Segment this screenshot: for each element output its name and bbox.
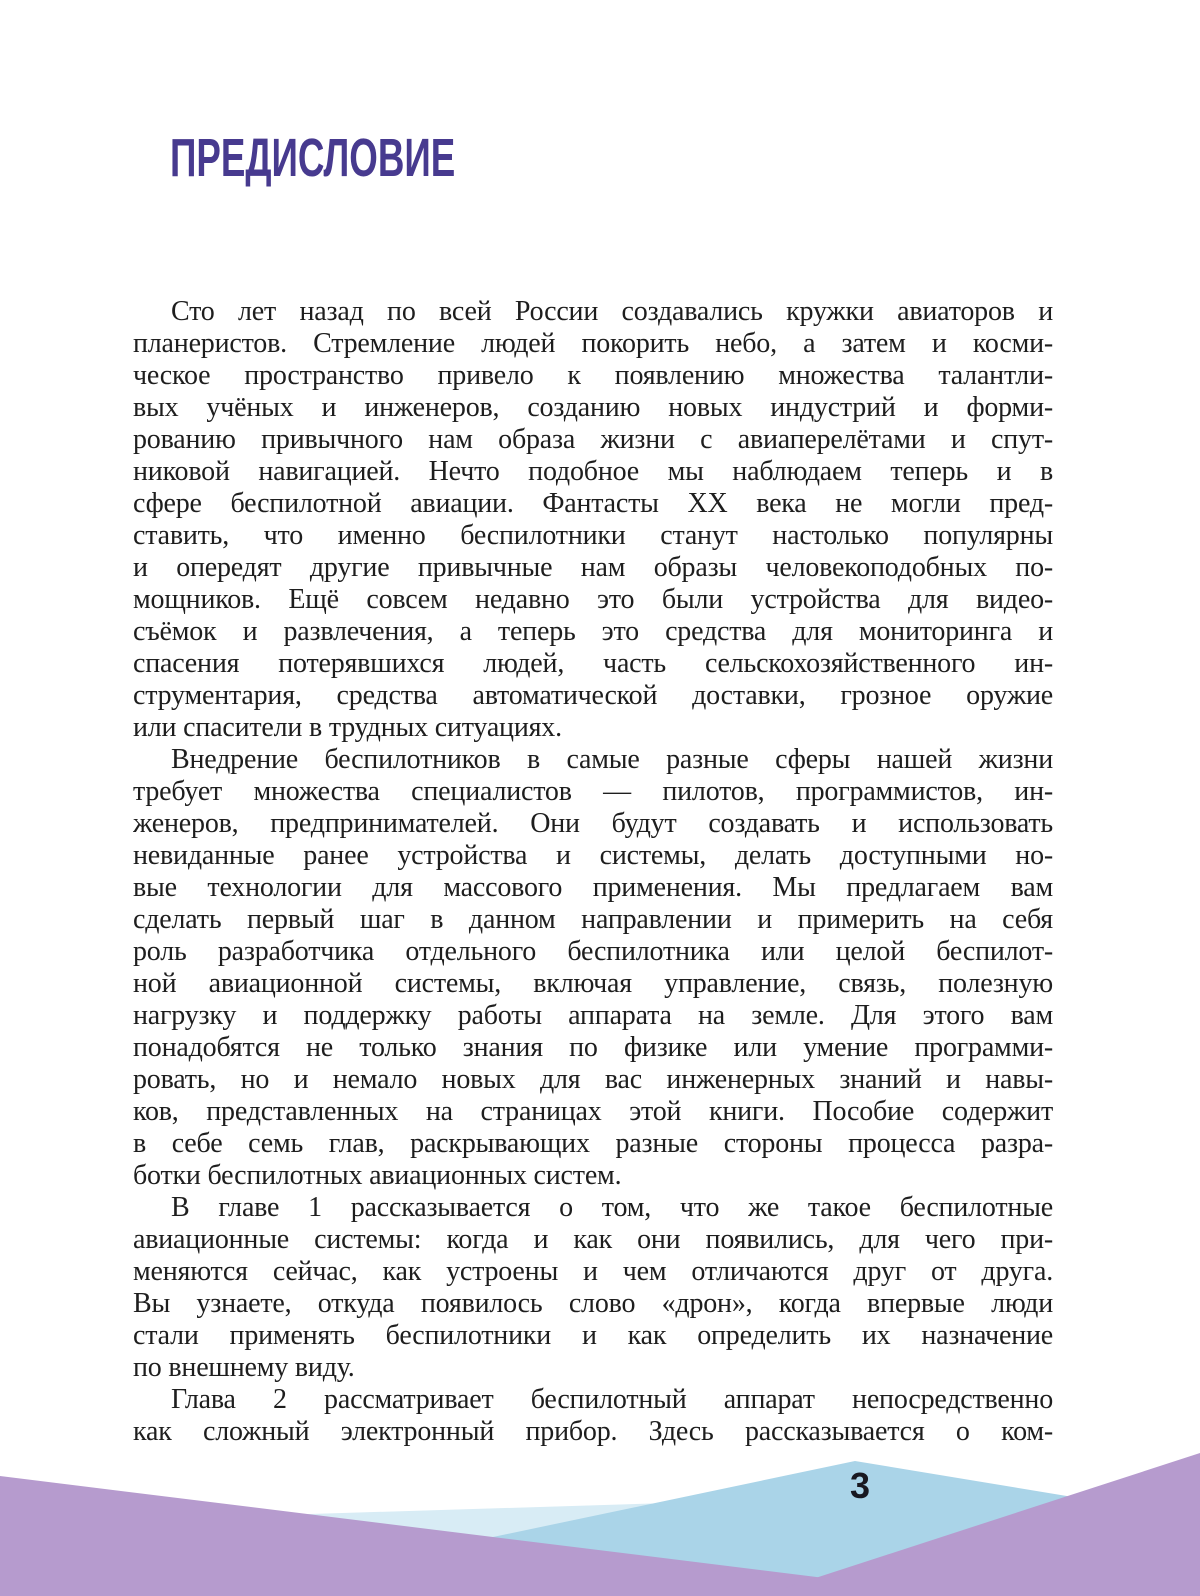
text-line: в себе семь глав, раскрывающих разные стороны процесса разра- xyxy=(133,1128,1053,1159)
text-line: Вы узнаете, откуда появилось слово «дрон», когда впервые люди xyxy=(133,1288,1053,1319)
text-line: авиационные системы: когда и как они появились, для чего при- xyxy=(133,1224,1053,1255)
text-line: ставить, что именно беспилотники станут настолько популярны xyxy=(133,520,1053,551)
text-line: струментария, средства автоматической доставки, грозное оружие xyxy=(133,680,1053,711)
text-line: стали применять беспилотники и как определить их назначение xyxy=(133,1320,1053,1351)
text-line: вых учёных и инженеров, созданию новых индустрий и форми- xyxy=(133,392,1053,423)
text-line: Глава 2 рассматривает беспилотный аппарат непосредственно xyxy=(171,1384,1053,1415)
text-line: ческое пространство привело к появлению множества талантли- xyxy=(133,360,1053,391)
text-line: сфере беспилотной авиации. Фантасты XX века не могли пред- xyxy=(133,488,1053,519)
text-line: нагрузку и поддержку работы аппарата на земле. Для этого вам xyxy=(133,1000,1053,1031)
text-line: невиданные ранее устройства и системы, делать доступными но- xyxy=(133,840,1053,871)
text-line: женеров, предпринимателей. Они будут создавать и использовать xyxy=(133,808,1053,839)
text-line: ботки беспилотных авиационных систем. xyxy=(133,1160,622,1191)
text-line: и опередят другие привычные нам образы человекоподобных по- xyxy=(133,552,1053,583)
text-line: Сто лет назад по всей России создавались кружки авиаторов и xyxy=(171,296,1053,327)
text-line: Внедрение беспилотников в самые разные сферы нашей жизни xyxy=(171,744,1053,775)
text-line: сделать первый шаг в данном направлении и примерить на себя xyxy=(133,904,1053,935)
text-line: В главе 1 рассказывается о том, что же такое беспилотные xyxy=(171,1192,1053,1223)
text-line: спасения потерявшихся людей, часть сельскохозяйственного ин- xyxy=(133,648,1053,679)
text-line: или спасители в трудных ситуациях. xyxy=(133,712,562,743)
text-line: мощников. Ещё совсем недавно это были устройства для видео- xyxy=(133,584,1053,615)
text-line: съёмок и развлечения, а теперь это средства для мониторинга и xyxy=(133,616,1053,647)
text-line: ков, представленных на страницах этой книги. Пособие содержит xyxy=(133,1096,1053,1127)
text-line: ной авиационной системы, включая управление, связь, полезную xyxy=(133,968,1053,999)
text-line: рованию привычного нам образа жизни с авиаперелётами и спут- xyxy=(133,424,1053,455)
text-line: роль разработчика отдельного беспилотника или целой беспилот- xyxy=(133,936,1053,967)
text-line: вые технологии для массового применения. Мы предлагаем вам xyxy=(133,872,1053,903)
text-line: требует множества специалистов — пилотов, программистов, ин- xyxy=(133,776,1053,807)
text-line: планеристов. Стремление людей покорить небо, а затем и косми- xyxy=(133,328,1053,359)
text-line: как сложный электронный прибор. Здесь рассказывается о ком- xyxy=(133,1416,1053,1447)
page-title: ПРЕДИСЛОВИЕ xyxy=(170,128,456,188)
decorative-footer-waves xyxy=(0,1426,1200,1596)
text-line: понадобятся не только знания по физике или умение программи- xyxy=(133,1032,1053,1063)
text-line: ровать, но и немало новых для вас инженерных знаний и навы- xyxy=(133,1064,1053,1095)
text-line: по внешнему виду. xyxy=(133,1352,355,1383)
page-number: 3 xyxy=(849,1465,871,1506)
body-text xyxy=(133,296,1053,1448)
text-line: меняются сейчас, как устроены и чем отличаются друг от друга. xyxy=(133,1256,1053,1287)
text-line: никовой навигацией. Нечто подобное мы наблюдаем теперь и в xyxy=(133,456,1053,487)
